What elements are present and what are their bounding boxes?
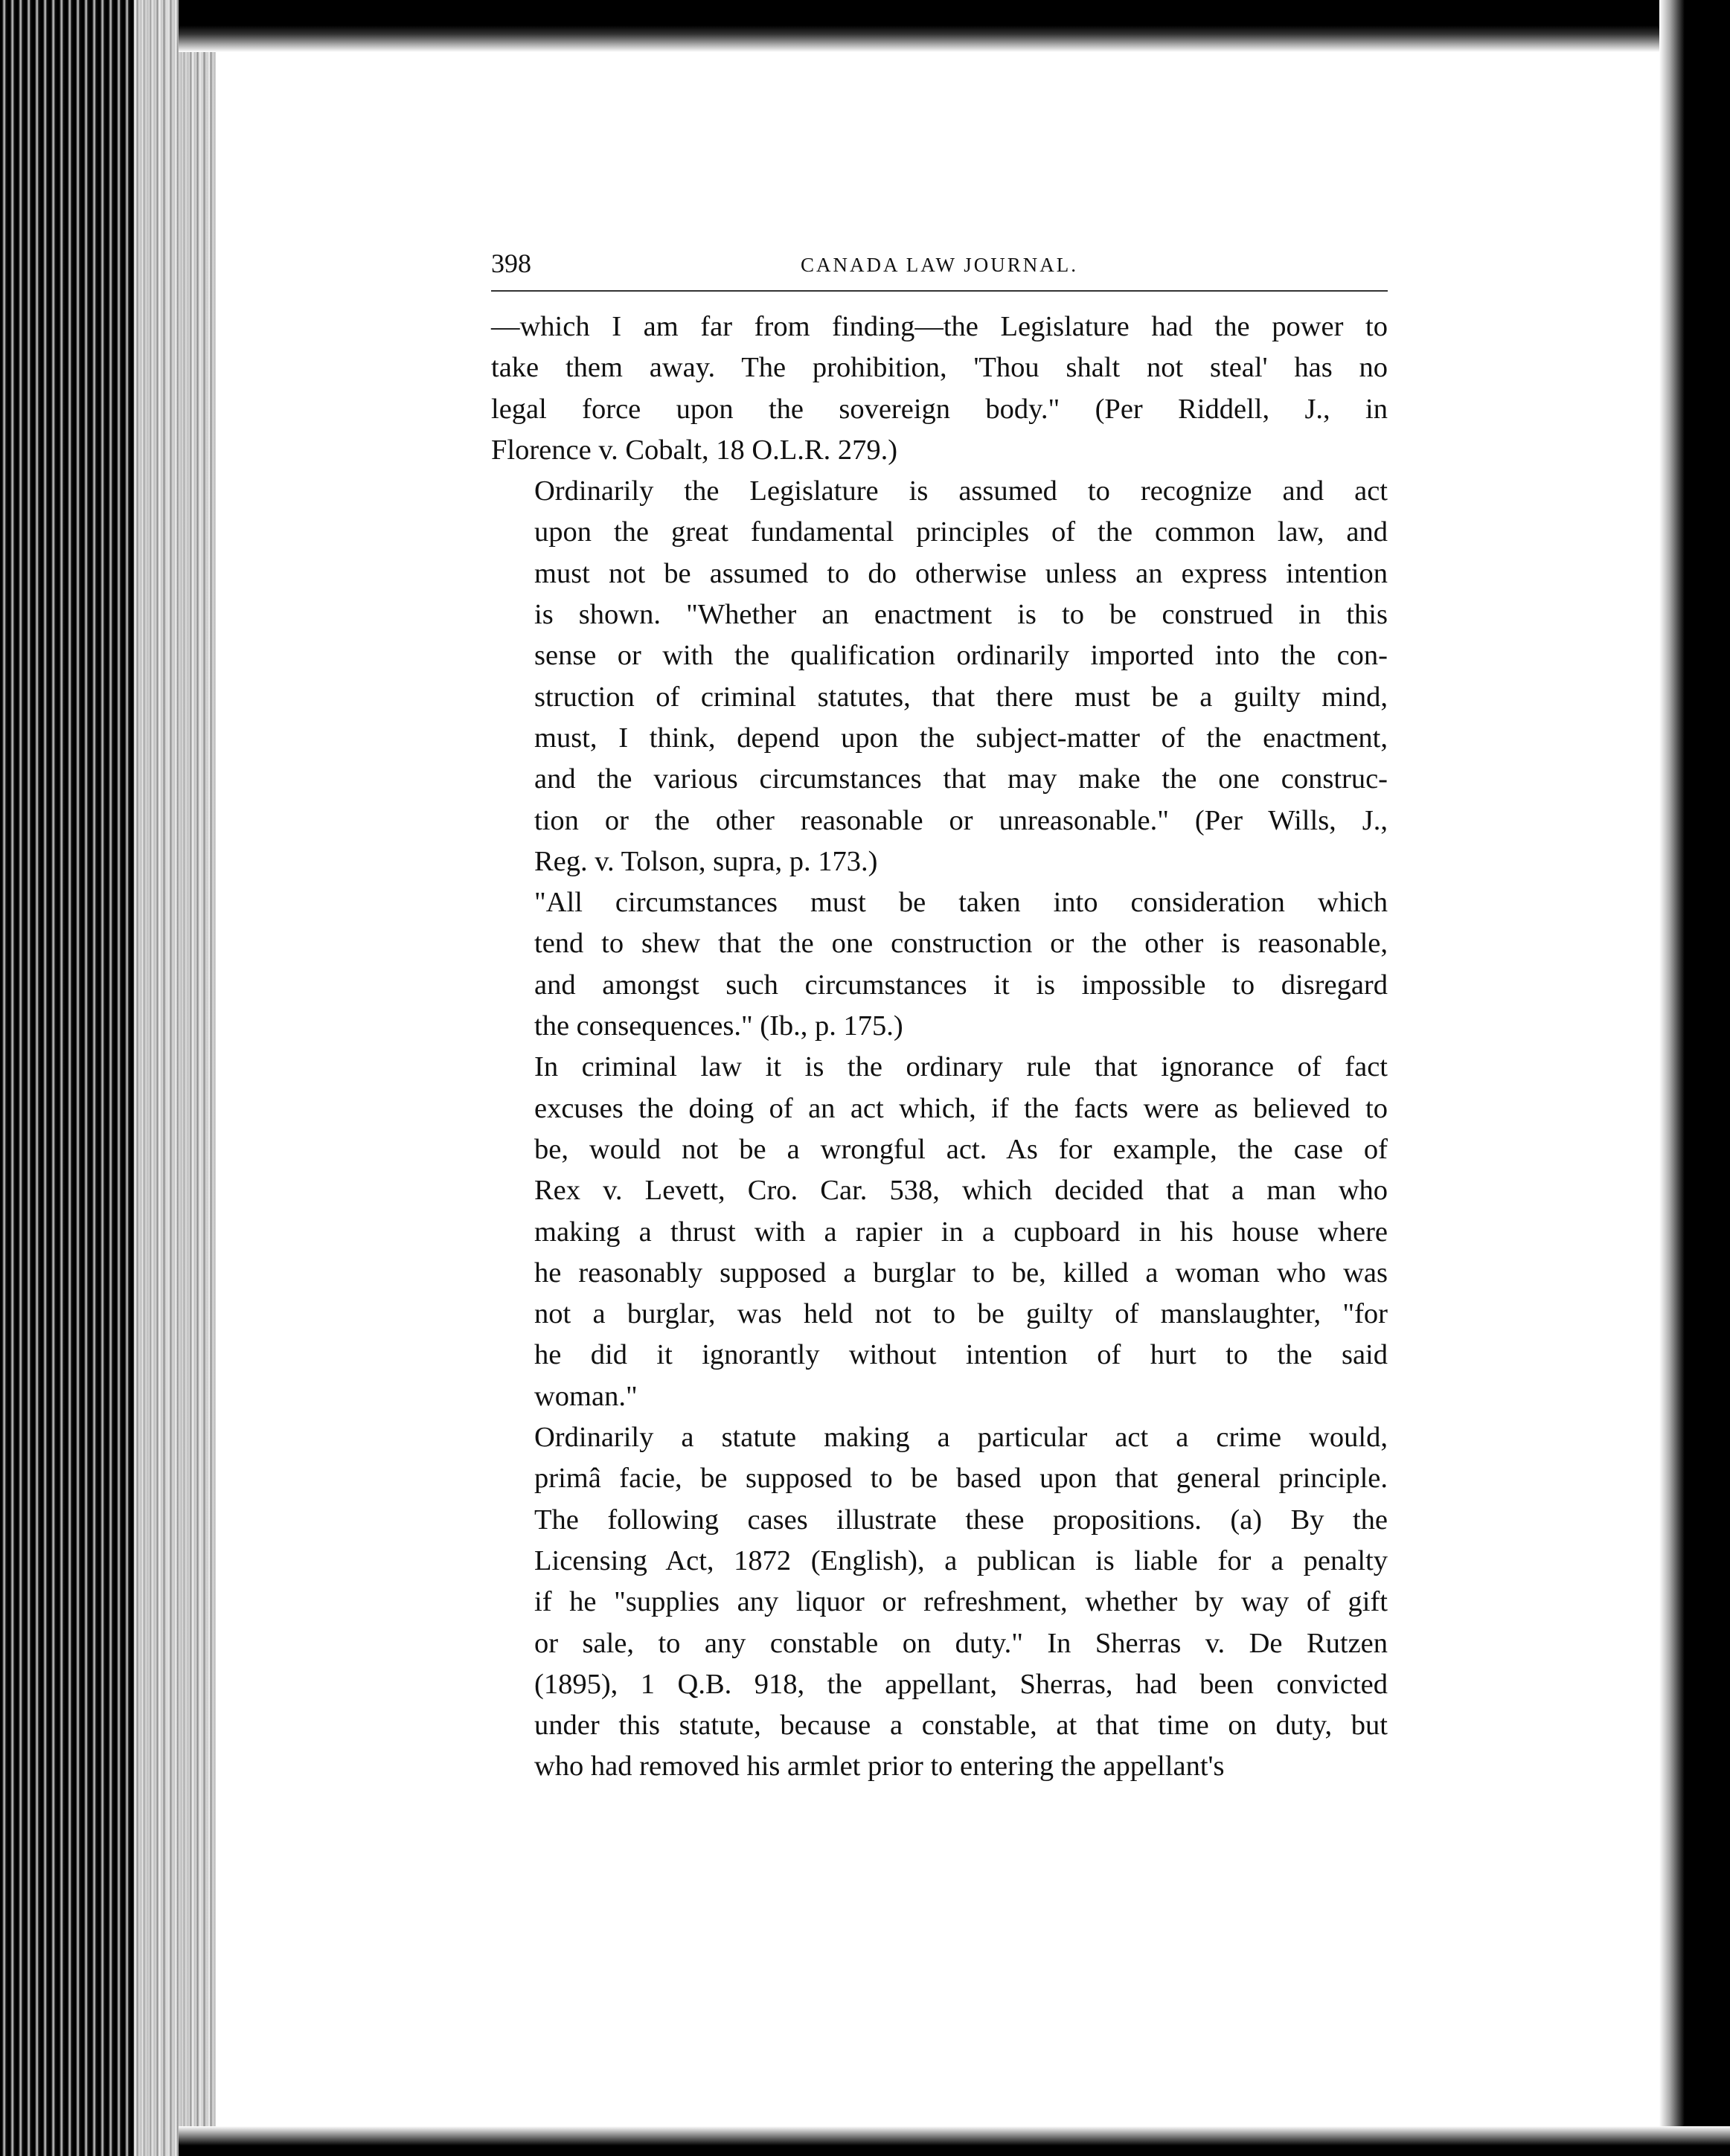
text-line: Rex v. Levett, Cro. Car. 538, which decided that a man who: [534, 1175, 1388, 1207]
paragraph: [491, 307, 1388, 471]
book-binding-left-edge: [0, 0, 216, 2156]
scan-bottom-edge: [179, 2126, 1730, 2156]
text-line: and the various circumstances that may make the one construc-: [534, 763, 1388, 795]
text-line: is shown. "Whether an enactment is to be construed in this: [534, 599, 1388, 631]
text-line: making a thrust with a rapier in a cupboard in his house where: [534, 1216, 1388, 1248]
book-page: [491, 246, 1388, 1788]
text-line: he did it ignorantly without intention of hurt to the said: [534, 1339, 1388, 1371]
text-line: not a burglar, was held not to be guilty of manslaughter, "for: [534, 1298, 1388, 1330]
journal-title: CANADA LAW JOURNAL.: [800, 254, 1079, 276]
text-line: Ordinarily a statute making a particular act a crime would,: [534, 1422, 1388, 1454]
scan-top-edge: [179, 0, 1730, 52]
text-line: tion or the other reasonable or unreasonable." (Per Wills, J.,: [534, 804, 1388, 836]
text-line: take them away. The prohibition, 'Thou shalt not steal' has no: [491, 352, 1388, 384]
text-line: and amongst such circumstances it is impossible to disregard: [534, 969, 1388, 1001]
text-line: The following cases illustrate these propositions. (a) By the: [534, 1504, 1388, 1536]
paragraph: [491, 471, 1388, 882]
text-line: primâ facie, be supposed to be based upon that general principle.: [534, 1463, 1388, 1495]
text-line: if he "supplies any liquor or refreshment, whether by way of gift: [534, 1586, 1388, 1618]
text-line: Ordinarily the Legislature is assumed to recognize and act: [534, 475, 1388, 507]
text-line: or sale, to any constable on duty." In Sherras v. De Rutzen: [534, 1627, 1388, 1659]
text-line: under this statute, because a constable, at that time on duty, but: [534, 1710, 1388, 1742]
text-line: must not be assumed to do otherwise unless an express intention: [534, 557, 1388, 589]
text-line: Reg. v. Tolson, supra, p. 173.): [534, 845, 878, 877]
text-line: upon the great fundamental principles of the common law, and: [534, 516, 1388, 548]
text-line: tend to shew that the one construction or the other is reasonable,: [534, 928, 1388, 960]
text-line: woman.": [534, 1380, 638, 1412]
text-line: he reasonably supposed a burglar to be, killed a woman who was: [534, 1257, 1388, 1289]
scan-right-edge: [1659, 0, 1730, 2156]
running-head: [491, 246, 1388, 292]
text-line: (1895), 1 Q.B. 918, the appellant, Sherras, had been convicted: [534, 1668, 1388, 1700]
text-line: —which I am far from finding—the Legislature had the power to: [491, 311, 1388, 342]
text-line: sense or with the qualification ordinarily imported into the con-: [534, 640, 1388, 672]
page-number: 398: [491, 248, 531, 278]
paragraph: [491, 1417, 1388, 1788]
text-line: struction of criminal statutes, that there must be a guilty mind,: [534, 681, 1388, 713]
text-line: Licensing Act, 1872 (English), a publican is liable for a penalty: [534, 1544, 1388, 1576]
text-line: who had removed his armlet prior to entering the appellant's: [534, 1751, 1225, 1783]
text-line: "All circumstances must be taken into consideration which: [534, 887, 1388, 919]
text-line: excuses the doing of an act which, if the facts were as believed to: [534, 1092, 1388, 1124]
text-line: In criminal law it is the ordinary rule that ignorance of fact: [534, 1051, 1388, 1083]
text-line: legal force upon the sovereign body." (Per Riddell, J., in: [491, 393, 1388, 425]
text-line: the consequences." (Ib., p. 175.): [534, 1010, 903, 1042]
paragraph: [491, 882, 1388, 1047]
text-line: be, would not be a wrongful act. As for example, the case of: [534, 1133, 1388, 1165]
body-text: [491, 307, 1388, 1788]
paragraph: [491, 1047, 1388, 1417]
text-line: must, I think, depend upon the subject-matter of the enactment,: [534, 722, 1388, 754]
text-line: Florence v. Cobalt, 18 O.L.R. 279.): [491, 434, 898, 466]
